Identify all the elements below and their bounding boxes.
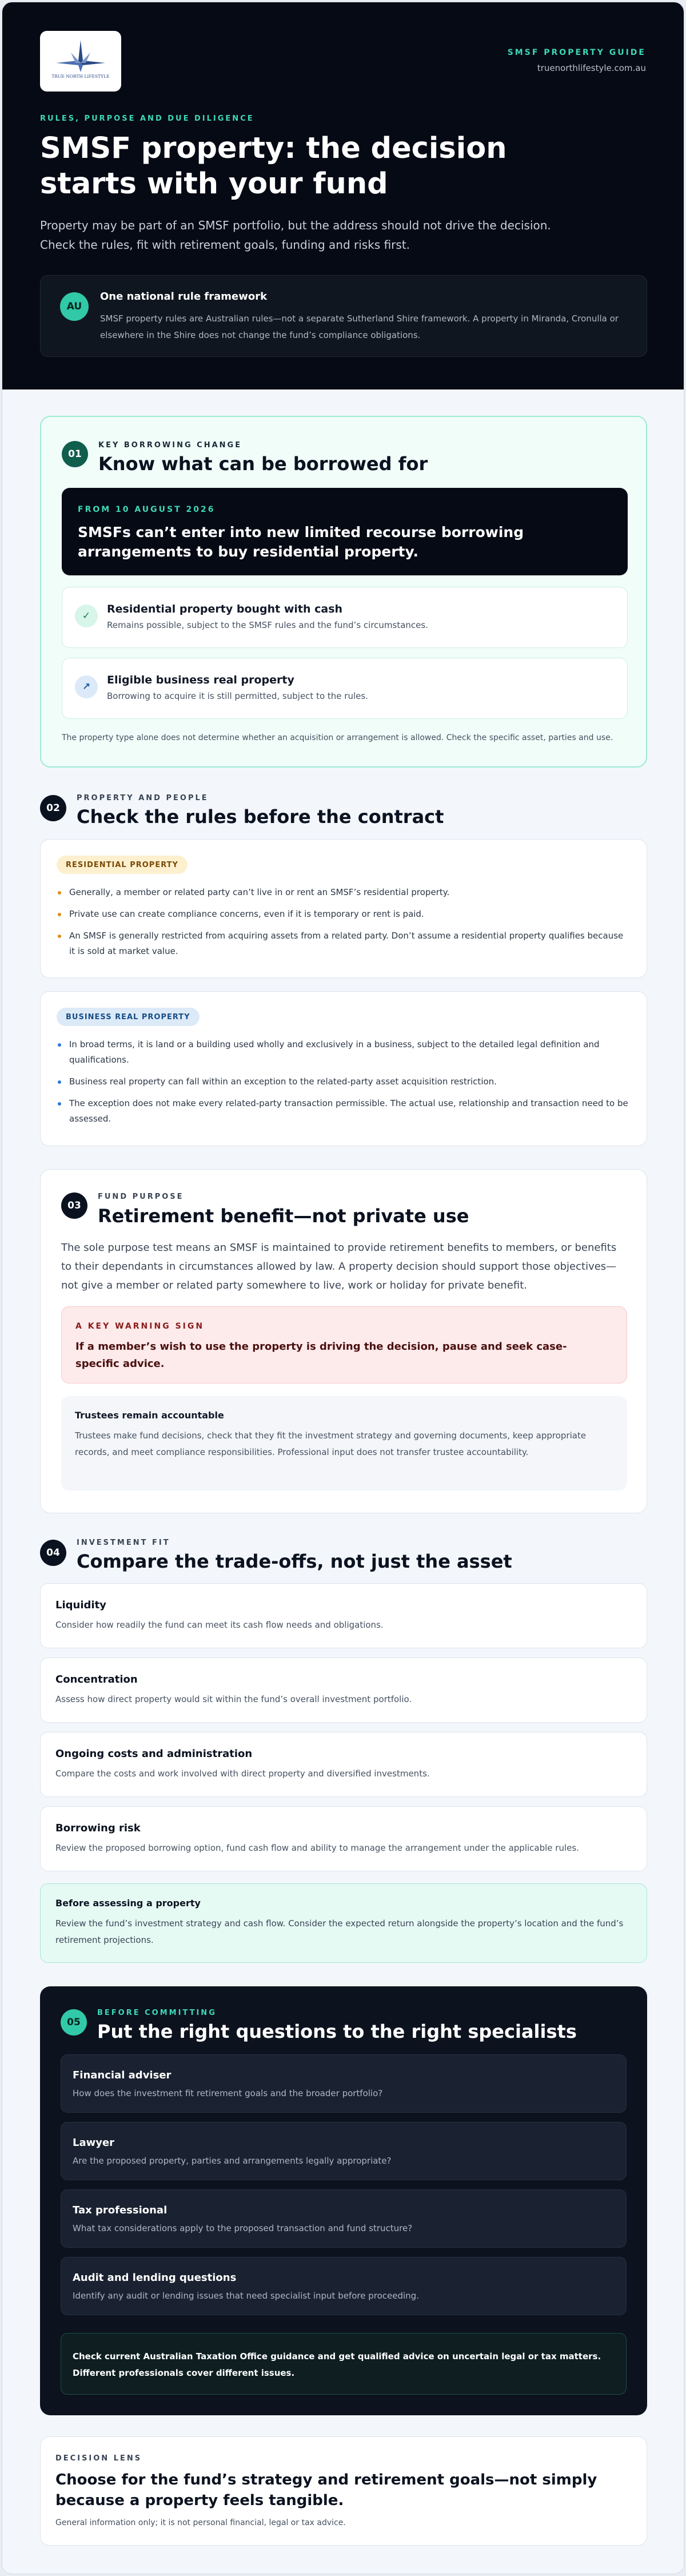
section-number: 02 — [40, 795, 66, 821]
tradeoff-card — [40, 1732, 647, 1797]
warning-box — [61, 1306, 627, 1384]
section-intro: The sole purpose test means an SMSF is maintained to provide retirement benefits to members, or benefits to their dependants in circumstances allowed by law. A property decision should support those objectives—not give a member or related party somewhere to live, work or holiday for private benefit. — [61, 1242, 617, 1291]
tradeoff-card — [40, 1657, 647, 1723]
rule-title: One national rule framework — [100, 291, 268, 303]
option-title: Eligible business real property — [107, 674, 294, 686]
au-badge: AU — [60, 292, 89, 321]
lens-label: DECISION LENS — [55, 2454, 142, 2463]
trustees-title: Trustees remain accountable — [75, 1410, 224, 1421]
section-title: Put the right questions to the right specialists — [97, 2021, 577, 2042]
logo-icon — [50, 38, 111, 85]
alert-date: FROM 10 AUGUST 2026 — [78, 505, 216, 514]
section-number: 04 — [40, 1540, 66, 1566]
list-item: The exception does not make every related-party transaction permissible. The actual use, relationship and transaction need to be assessed. — [57, 1096, 628, 1127]
section-number: 03 — [61, 1192, 87, 1219]
specialist-card — [61, 2054, 627, 2113]
section-eyebrow: BEFORE COMMITTING — [97, 2009, 217, 2017]
specialist-text: Identify any audit or lending issues that need specialist input before proceeding. — [73, 2291, 419, 2301]
hero-intro: Property may be part of an SMSF portfolio, but the address should not drive the decision. Check the rules, fit with retirement goals, funding and risks first. — [40, 218, 551, 252]
specialist-title: Lawyer — [73, 2137, 115, 2149]
section-title: Check the rules before the contract — [77, 806, 444, 828]
tradeoff-text: Assess how direct property would sit within the fund’s overall investment portfolio. — [55, 1694, 412, 1704]
section-note: The property type alone does not determine whether an acquisition or arrangement is allowed. Check the specific asset, parties and use. — [62, 733, 613, 742]
trustees-text: Trustees make fund decisions, check that they fit the investment strategy and governing documents, keep appropriate records, and meet compliance responsibilities. Professional input does not transfer trustee accountability. — [75, 1430, 587, 1457]
before-assessing-box — [40, 1883, 647, 1963]
trustees-box — [61, 1396, 627, 1490]
specialist-card — [61, 2257, 627, 2315]
section-title: Retirement benefit—not private use — [98, 1205, 469, 1227]
list-item: Generally, a member or related party can’t live in or rent an SMSF’s residential property. — [57, 885, 628, 900]
warning-text: If a member’s wish to use the property is driving the decision, pause and seek case-specific advice. — [75, 1341, 567, 1370]
specialist-title: Financial adviser — [73, 2069, 172, 2081]
specialists-note — [61, 2333, 627, 2395]
warning-label: A KEY WARNING SIGN — [75, 1322, 205, 1331]
section-eyebrow: KEY BORROWING CHANGE — [98, 441, 242, 450]
alert-text: SMSFs can’t enter into new limited recourse borrowing arrangements to buy residential property. — [78, 524, 524, 560]
arrow-up-right-icon: ↗ — [75, 675, 98, 698]
specialists-section — [40, 1986, 647, 2415]
list-item: An SMSF is generally restricted from acquiring assets from a related party. Don’t assume a residential property qualifies because it is sold at market value. — [57, 928, 628, 959]
tradeoff-card — [40, 1806, 647, 1871]
tradeoff-text: Review the proposed borrowing option, fund cash flow and ability to manage the arrangement under the applicable rules. — [55, 1843, 579, 1853]
specialist-title: Tax professional — [73, 2204, 167, 2216]
option-title: Residential property bought with cash — [107, 603, 343, 615]
list-item: Business real property can fall within an exception to the related-party asset acquisition restriction. — [57, 1074, 628, 1090]
rule-text: SMSF property rules are Australian rules—not a separate Sutherland Shire framework. A property in Miranda, Cronulla or elsewhere in the Shire does not change the fund’s compliance obligations. — [100, 313, 619, 340]
section-number: 01 — [62, 441, 88, 467]
list-item: In broad terms, it is land or a building used wholly and exclusively in a business, subject to the detailed legal definition and qualifications. — [57, 1037, 628, 1068]
section-eyebrow: INVESTMENT FIT — [77, 1539, 170, 1547]
section-title: Compare the trade-offs, not just the asset — [77, 1551, 512, 1572]
list-item: Private use can create compliance concerns, even if it is temporary or rent is paid. — [57, 907, 628, 922]
brand-label: SMSF PROPERTY GUIDE — [507, 48, 646, 57]
residential-list — [57, 885, 628, 965]
tradeoff-title: Ongoing costs and administration — [55, 1748, 253, 1760]
borrowing-section — [40, 416, 647, 768]
residential-tag: RESIDENTIAL PROPERTY — [57, 856, 188, 874]
residential-card — [40, 839, 647, 978]
rule-framework-box — [40, 275, 647, 357]
svg-text:TRUE NORTH LIFESTYLE: TRUE NORTH LIFESTYLE — [51, 74, 110, 79]
specialist-title: Audit and lending questions — [73, 2272, 237, 2284]
section-eyebrow: PROPERTY AND PEOPLE — [77, 794, 209, 802]
fund-purpose-section — [40, 1169, 647, 1513]
disclaimer: General information only; it is not personal financial, legal or tax advice. — [55, 2518, 346, 2527]
section-number: 05 — [61, 2009, 87, 2036]
rules-section-header — [40, 792, 647, 826]
investment-fit-header — [40, 1536, 647, 1571]
hero-eyebrow: RULES, PURPOSE AND DUE DILIGENCE — [40, 114, 254, 123]
lens-title: Choose for the fund’s strategy and retirement goals—not simply because a property feels tangible. — [55, 2471, 597, 2509]
option-card — [62, 658, 628, 719]
specialist-text: What tax considerations apply to the proposed transaction and fund structure? — [73, 2223, 413, 2233]
page — [2, 2, 684, 2574]
tradeoff-card — [40, 1583, 647, 1648]
business-card — [40, 991, 647, 1146]
business-list — [57, 1037, 628, 1133]
before-text: Review the fund’s investment strategy and cash flow. Consider the expected return alongside the property’s location and the fund’s retirement projections. — [55, 1918, 624, 1945]
specialist-card — [61, 2189, 627, 2248]
section-eyebrow: FUND PURPOSE — [98, 1192, 184, 1201]
tradeoff-title: Borrowing risk — [55, 1822, 141, 1834]
option-text: Remains possible, subject to the SMSF rules and the fund’s circumstances. — [107, 620, 428, 630]
tradeoff-title: Concentration — [55, 1673, 138, 1685]
logo[interactable] — [40, 31, 121, 92]
decision-lens-card — [40, 2436, 647, 2546]
tradeoff-text: Consider how readily the fund can meet its cash flow needs and obligations. — [55, 1620, 384, 1630]
specialist-card — [61, 2122, 627, 2180]
hero-section — [2, 2, 684, 389]
brand-site-link[interactable]: truenorthlifestyle.com.au — [537, 63, 646, 73]
page-title: SMSF property: the decision starts with your fund — [40, 132, 507, 201]
tradeoff-title: Liquidity — [55, 1599, 106, 1611]
section-title: Know what can be borrowed for — [98, 453, 428, 475]
business-tag: BUSINESS REAL PROPERTY — [57, 1008, 200, 1026]
before-title: Before assessing a property — [55, 1898, 201, 1909]
option-text: Borrowing to acquire it is still permitted, subject to the rules. — [107, 691, 368, 701]
borrowing-alert — [62, 488, 628, 575]
specialists-note-text: Check current Australian Taxation Office guidance and get qualified advice on uncertain legal or tax matters. Different professionals cover different issues. — [73, 2351, 601, 2378]
specialist-text: How does the investment fit retirement goals and the broader portfolio? — [73, 2088, 383, 2098]
option-card — [62, 587, 628, 648]
specialist-text: Are the proposed property, parties and arrangements legally appropriate? — [73, 2156, 392, 2166]
tradeoff-text: Compare the costs and work involved with direct property and diversified investments. — [55, 1768, 430, 1779]
check-icon: ✓ — [75, 605, 98, 627]
